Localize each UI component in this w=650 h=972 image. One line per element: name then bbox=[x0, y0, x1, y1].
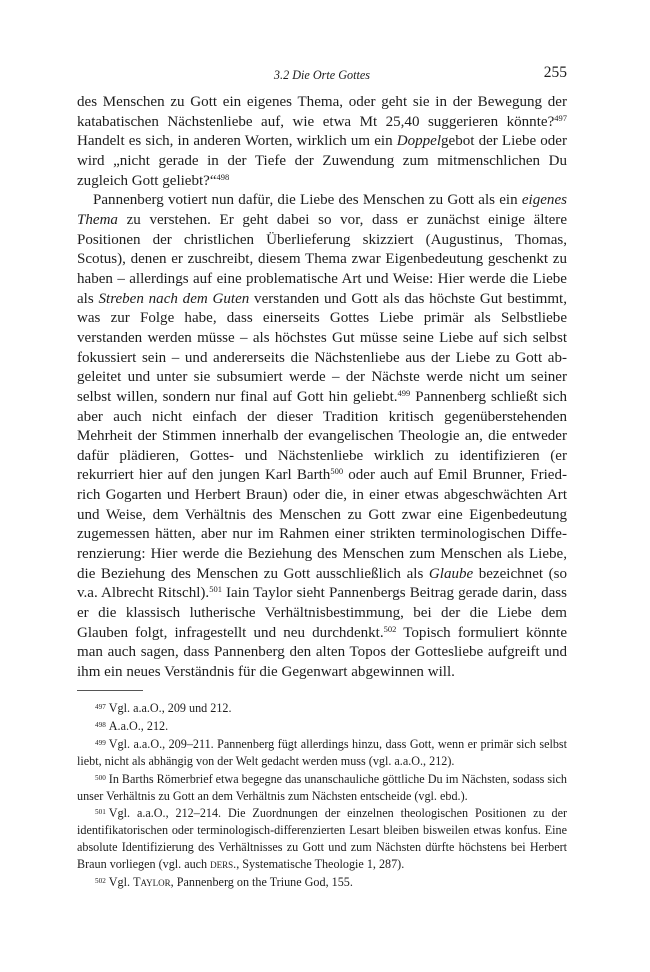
page-number: 255 bbox=[543, 64, 567, 81]
author-smallcaps: ders. bbox=[210, 857, 237, 872]
footnote-501: $^{501}$ Vgl. a.a.O., 212–214. Die Zuordnungen der einzelnen theologischen Positionen zu der identifikatorischen oder terminologisch-differenzierten Lesart bleiben bisweilen etwas konfus. Eine absolute Identifizierung des Verhältnisses zu Gott und zum Nächsten dürfte höchstens bei Herbert Braun vorliegen (vgl. auch ders., Systematische Theologie 1, 287). bbox=[77, 806, 567, 872]
paragraph-2: Pannenberg votiert nun dafür, die Liebe des Menschen zu Gott als ein eigenes Thema zu verstehen. Er geht dabei so vor, dass er zunächst einige ältere Positionen der christlichen Überlieferung skizziert (Augustinus, Thomas, Scotus), denen er zuschreibt, diesem Thema zwar Eigenbedeutung geschenkt zu haben – allerdings auf eine problematische Art und Weise: Hier werde die Liebe als Streben nach dem Guten verstanden und Gott als das höchste Gut bestimmt, was zur Folge habe, dass einerseits Gottes Liebe primär als Selbstliebe verstanden werden müsse – als höchstes Gut müsse seine Liebe auf sich selbst fokussiert sein – und andererseits die Nächstenliebe aus der Liebe zu Gott abgeleitet und unter sie subsumiert werde – der Nächste werde nicht um seiner selbst willen, sondern nur final auf Gott hin geliebt.$^{499}$ Pannenberg schließt sich aber auch nicht einfach der dieser Tradition kritisch gegenüberstehenden Mehrheit der Stimmen innerhalb der evangelischen Theologie an, die entweder dafür plädieren, Gottes- und Nächstenliebe wirklich zu identifizieren (er rekurriert hier auf den jungen Karl Barth$^{500}$ oder auch auf Emil Brunner, Friedrich Gogarten und Herbert Braun) oder die, in einer etwas abgeschwächten Art und Weise, dem Verhältnis des Menschen zu Gott zwar eine Eigenbedeutung zugemessen hätten, aber nur im Rahmen einer strikten terminologischen Differenzierung: Hier werde die Beziehung des Menschen zum Menschen als Liebe, die Beziehung des Menschen zu Gott ausschließlich als Glaube bezeichnet (so v.a. Albrecht Ritschl).$^{501}$ Iain Taylor sieht Pannenbergs Beitrag gerade darin, dass er die klassisch lutherische Verhältnisbestimmung, bei der die Liebe dem Glauben folgt, infragestellt und neu durchdenkt.$^{502}$ Topisch formuliert könnte man auch sagen, dass Pannenberg den alten Topos der Gottesliebe aufgreift und ihm ein neues Verständnis für die Gegenwart abgewinnen will. bbox=[77, 192, 567, 681]
emphasis-eigenes-thema: eigenes Thema bbox=[77, 192, 567, 228]
emphasis-streben: Streben nach dem Guten bbox=[98, 290, 250, 307]
author-smallcaps: Taylor bbox=[133, 875, 171, 890]
footnote-ref-500[interactable]: 500 bbox=[330, 466, 344, 477]
footnote-ref-498[interactable]: 498 bbox=[216, 171, 230, 182]
main-text bbox=[77, 93, 567, 683]
emphasis-glaube: Glaube bbox=[428, 565, 474, 582]
footnote-ref-499[interactable]: 499 bbox=[397, 387, 411, 398]
running-head bbox=[77, 66, 567, 84]
footnote-ref-497[interactable]: 497 bbox=[554, 112, 567, 123]
footnote-ref-502[interactable]: 502 bbox=[383, 623, 397, 634]
footnote-divider bbox=[77, 690, 143, 691]
emphasis-doppel: Doppel bbox=[396, 133, 442, 150]
footnote-498: $^{498}$ A.a.O., 212. bbox=[95, 718, 169, 733]
footnote-500: $^{500}$ In Barths Römerbrief etwa begegne das unanschauliche göttliche Du im Nächsten, sodass sich unser Verhältnis zu Gott an dem Verhältnis zum Nächsten entscheide (vgl. ebd.). bbox=[77, 771, 567, 803]
footnote-499: $^{499}$ Vgl. a.a.O., 209–211. Pannenberg fügt allerdings hinzu, dass Gott, wenn er primär sich selbst liebt, nicht als abhängig von der Welt gedacht werden muss (vgl. a.a.O., 212). bbox=[77, 736, 567, 768]
footnote-497: $^{497}$ Vgl. a.a.O., 209 und 212. bbox=[95, 701, 232, 715]
footnote-502: $^{502}$ Vgl. Taylor, Pannenberg on the Triune God, 155. bbox=[95, 875, 353, 890]
paragraph-1: des Menschen zu Gott ein eigenes Thema, oder geht sie in der Bewegung der katabatischen Nächstenliebe auf, wie etwa Mt 25,40 suggerieren könnte?$^{497}$ Handelt es sich, in anderen Worten, wirklich um ein Doppelgebot der Liebe oder wird „nicht gerade in der Tiefe der Zuwendung zum mitmenschlichen Du zugleich Gott geliebt?“$^{498}$ bbox=[77, 94, 568, 189]
footnote-ref-501[interactable]: 501 bbox=[209, 584, 222, 595]
footnotes bbox=[77, 699, 567, 891]
running-title: 3.2 Die Orte Gottes bbox=[273, 68, 371, 82]
